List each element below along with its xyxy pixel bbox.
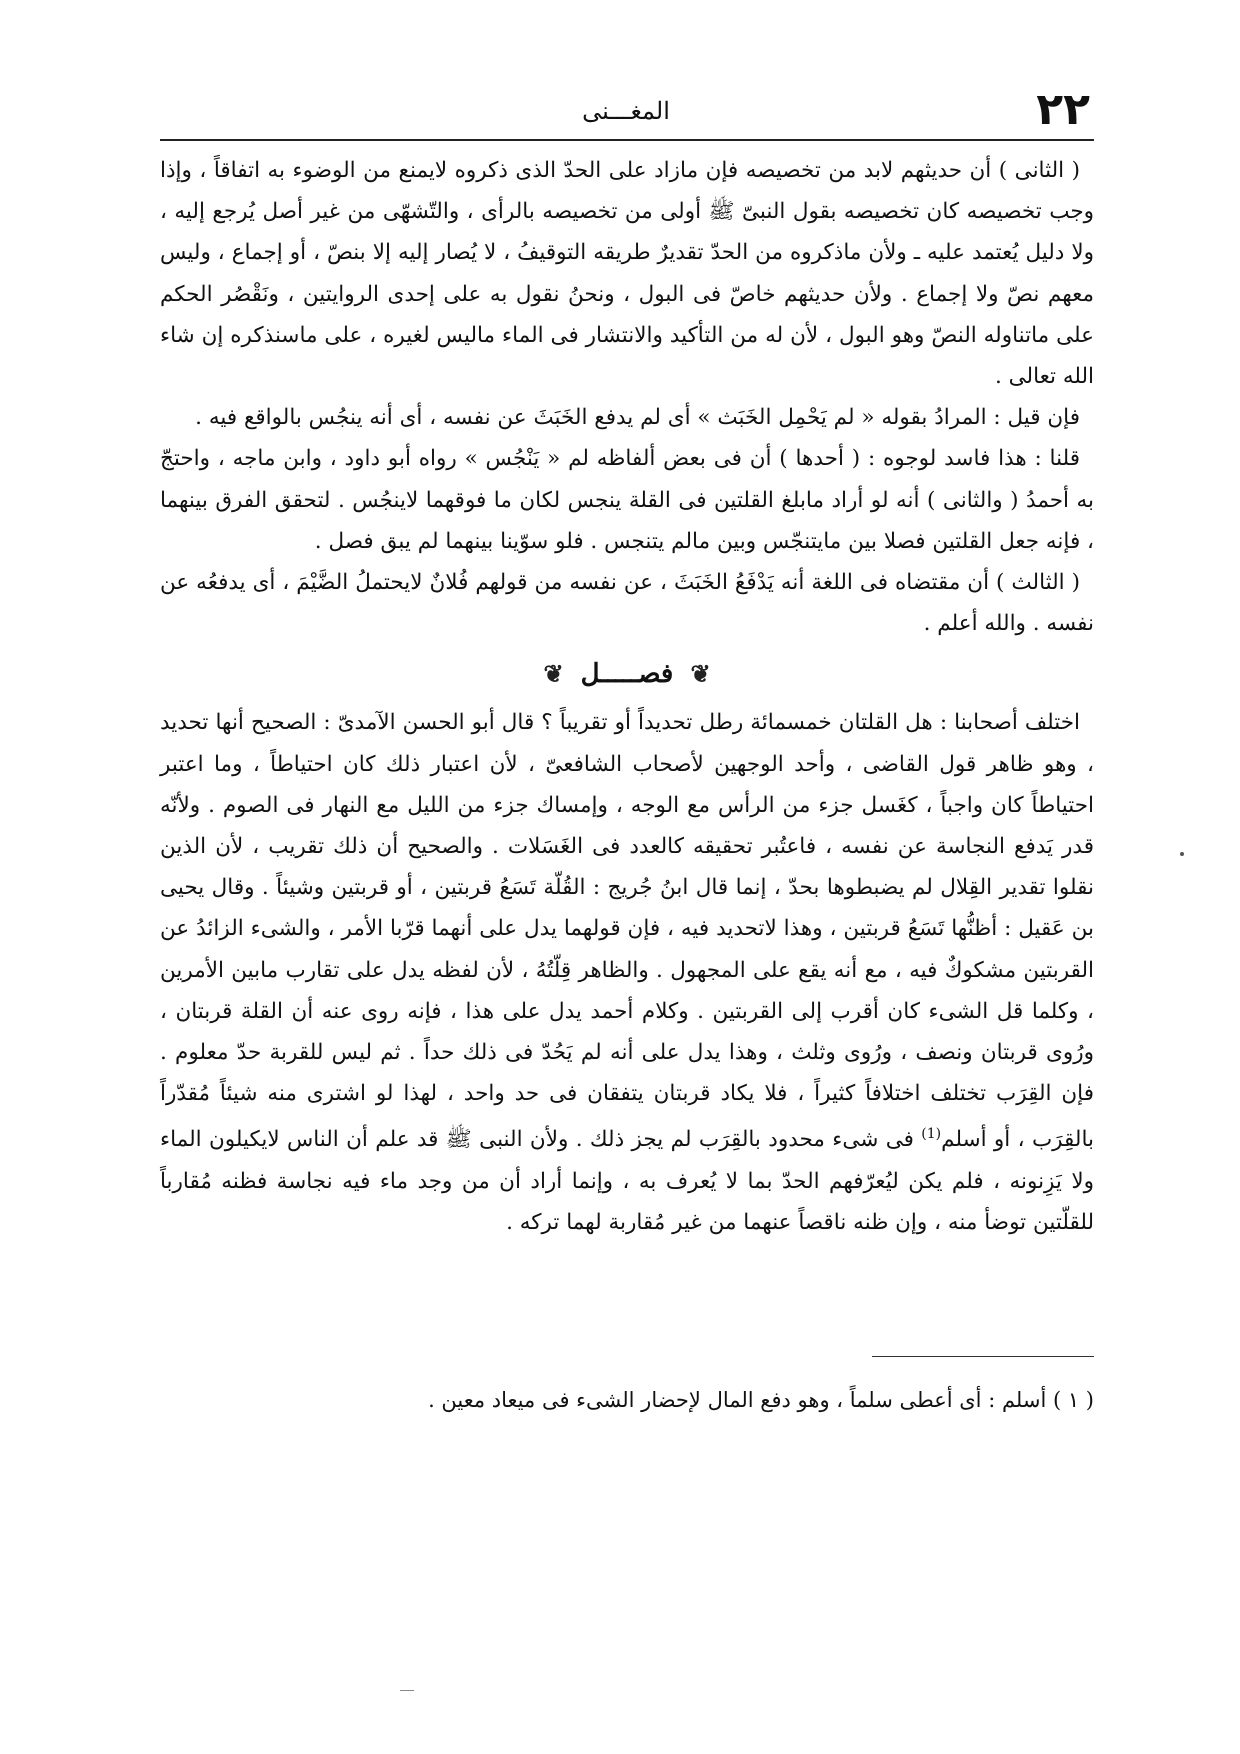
paragraph-third-argument: ( الثالث ) أن مقتضاه فى اللغة أنه يَدْفَعُ الخَبَثَ ، عن نفسه من قولهم فُلانٌ لايحتملُ الضَّيْمَ ، أى يدفعُه عن نفسه . والله أعلم . bbox=[160, 570, 1094, 637]
margin-dot bbox=[1180, 852, 1184, 856]
footnote: ( ١ ) أسلم : أى أعطى سلماً ، وهو دفع المال لإحضار الشىء فى ميعاد معين . bbox=[428, 1388, 1094, 1412]
body-text bbox=[160, 150, 1094, 1243]
paragraph-second-argument: ( الثانى ) أن حديثهم لابد من تخصيصه فإن مازاد على الحدّ الذى ذكروه لايمنع من الوضوء به اتفاقاً ، وإذا وجب تخصيصه كان تخصيصه بقول النبىّ ﷺ أولى من تخصيصه بالرأى ، والتّشهّى من غير أصل يُرجع إليه ، ولا دليل يُعتمد عليه ـ ولأن ماذكروه من الحدّ تقديرٌ طريقه التوقيفُ ، لا يُصار إليه إلا بنصّ ، أو إجماع ، وليس معهم نصّ ولا إجماع . ولأن حديثهم خاصّ فى البول ، ونحنُ نقول به على إحدى الروايتين ، ونَقْصُر الحكم على ماتناوله النصّ وهو البول ، لأن له من التأكيد والانتشار فى الماء ماليس لغيره ، على ماسنذكره إن شاء الله تعالى . bbox=[160, 158, 1094, 390]
header-rule bbox=[160, 139, 1094, 141]
running-title: المغـــنى bbox=[582, 97, 670, 125]
page-number: ٢٢ bbox=[1036, 84, 1090, 135]
ornament-left-icon: ❦ bbox=[543, 659, 564, 689]
ornament-right-icon: ❦ bbox=[690, 659, 711, 689]
section-heading bbox=[160, 648, 1094, 700]
page-header bbox=[158, 86, 1094, 142]
paragraph-reply: قلنا : هذا فاسد لوجوه : ( أحدها ) أن فى بعض ألفاظه لم « يَنْجُس » رواه أبو داود ، وابن ماجه ، واحتجّ به أحمدُ ( والثانى ) أنه لو أراد مابلغ القلتين فى القلة ينجس لكان ما فوقهما لاينجُس . لتحقق الفرق بينهما ، فإنه جعل القلتين فصلا بين مايتنجّس وبين مالم يتنجس . فلو سوّينا بينهما لم يبق فصل . bbox=[160, 446, 1094, 554]
footnote-reference: (1) bbox=[921, 1126, 942, 1143]
paragraph-section-body bbox=[160, 702, 1094, 1243]
section-body-text: اختلف أصحابنا : هل القلتان خمسمائة رطل تحديداً أو تقريباً ؟ قال أبو الحسن الآمدىّ : الصحيح أنها تحديد ، وهو ظاهر قول القاضى ، وأحد الوجهين لأصحاب الشافعىّ ، لأن اعتبار ذلك كان احتياطاً ، وما اعتبر احتياطاً كان واجباً ، كغَسل جزء من الرأس مع الوجه ، وإمساك جزء من الليل مع النهار فى الصوم . ولأنّه قدر يَدفع النجاسة عن نفسه ، فاعتُبر تحقيقه كالعدد فى الغَسَلات . والصحيح أن ذلك تقريب ، لأن الذين نقلوا تقدير القِلال لم يضبطوها بحدّ ، إنما قال ابنُ جُريج : القُلّة تَسَعُ قربتين ، أو قربتين وشيئاً . وقال يحيى بن عَقيل : أظنُّها تَسَعُ قربتين ، وهذا لاتحديد فيه ، فإن قولهما يدل على أنهما قرّبا الأمر ، والشىء الزائدُ عن القربتين مشكوكٌ فيه ، مع أنه يقع على المجهول . والظاهر قِلّتُهُ ، لأن لفظه يدل على تقارب مابين الأمرين ، وكلما قل الشىء كان أقرب إلى القربتين . وكلام أحمد يدل على هذا ، فإنه روى عنه أن القلة قربتان ، ورُوى قربتان ونصف ، ورُوى وثلث ، وهذا يدل على أنه لم يَحُدّ فى ذلك حداً . ثم ليس للقربة حدّ معلوم . فإن القِرَب تختلف اختلافاً كثيراً ، فلا يكاد قربتان يتفقان فى حد واحد ، لهذا لو اشترى منه شيئاً مُقدّراً بالقِرَب ، أو أسلم bbox=[160, 710, 1095, 1153]
bottom-mark bbox=[400, 1690, 414, 1691]
footnote-rule bbox=[872, 1356, 1094, 1357]
paragraph-objection: فإن قيل : المرادُ بقوله « لم يَحْمِل الخَبَث » أى لم يدفع الخَبَثَ عن نفسه ، أى أنه ينجُس بالواقع فيه . bbox=[195, 405, 1080, 431]
section-body-continuation: فى شىء محدود بالقِرَب لم يجز ذلك . ولأن النبى ﷺ قد علم أن الناس لايكيلون الماء ولا يَزِنونه ، فلم يكن ليُعرّفهم الحدّ بما لا يُعرف به ، وإنما أراد أن من وجد ماء فيه نجاسة فظنه مُقارباً للقلّتين توضأ منه ، وإن ظنه ناقصاً عنهما من غير مُقاربة لهما تركه . bbox=[160, 1127, 1094, 1236]
section-heading-label: فصـــــل bbox=[580, 659, 674, 690]
